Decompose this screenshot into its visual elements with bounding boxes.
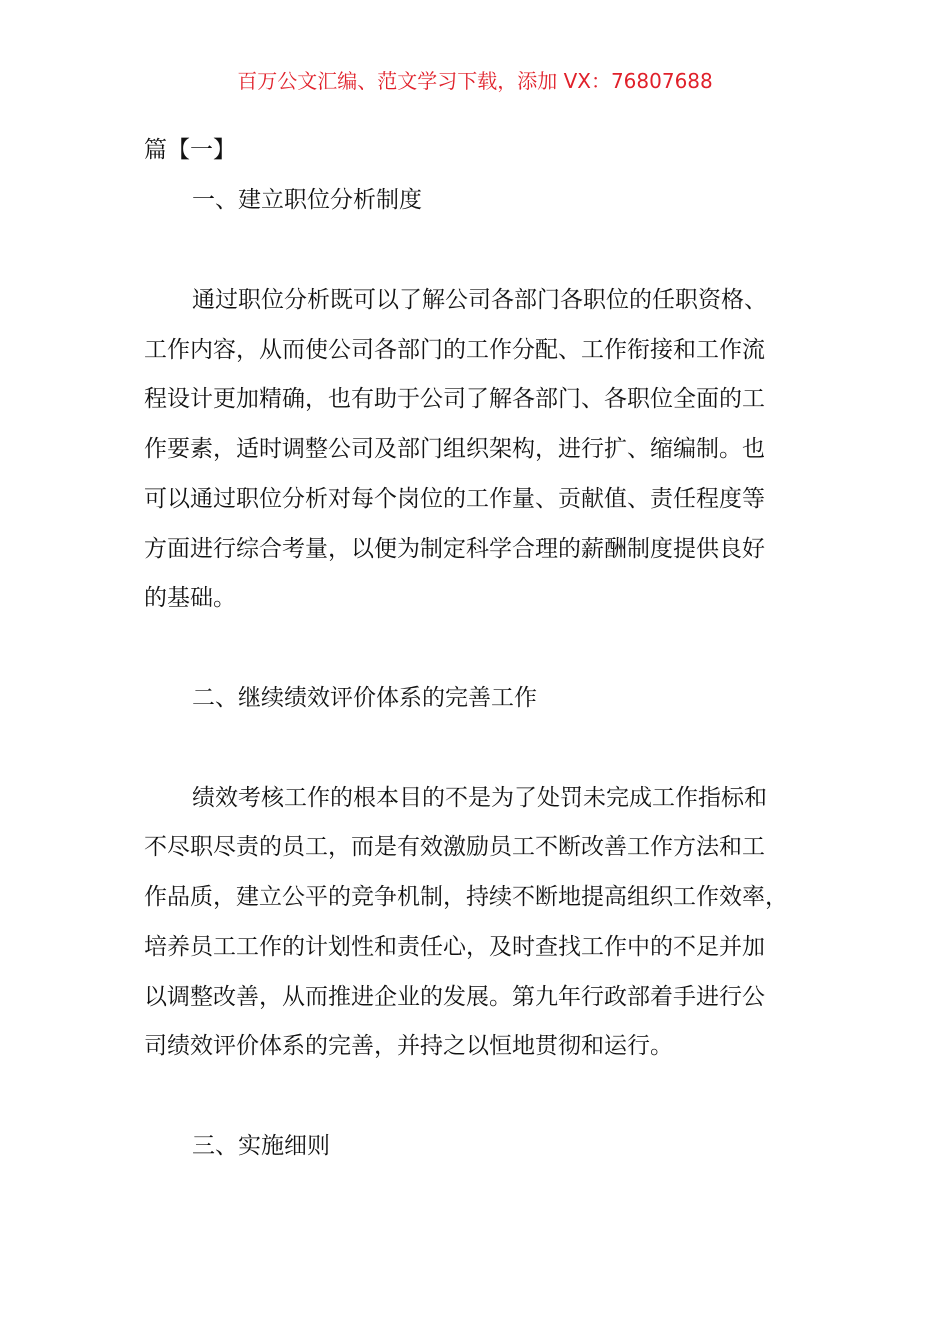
paragraph-line: 可以通过职位分析对每个岗位的工作量、贡献值、责任程度等 <box>144 486 765 512</box>
part-title: 篇【一】 <box>144 137 236 163</box>
section-heading: 一、建立职位分析制度 <box>192 187 422 213</box>
paragraph-line: 绩效考核工作的根本目的不是为了处罚未完成工作指标和 <box>192 785 767 811</box>
section-heading: 二、继续绩效评价体系的完善工作 <box>192 685 537 711</box>
paragraph-line: 以调整改善，从而推进企业的发展。第九年行政部着手进行公 <box>144 984 765 1010</box>
watermark-header: 百万公文汇编、范文学习下载，添加 VX：76807688 <box>237 69 713 93</box>
paragraph-line: 工作内容，从而使公司各部门的工作分配、工作衔接和工作流 <box>144 337 765 363</box>
section-heading: 三、实施细则 <box>192 1133 330 1159</box>
paragraph-line: 司绩效评价体系的完善，并持之以恒地贯彻和运行。 <box>144 1033 673 1059</box>
paragraph-line: 不尽职尽责的员工，而是有效激励员工不断改善工作方法和工 <box>144 834 765 860</box>
paragraph-line: 培养员工工作的计划性和责任心，及时查找工作中的不足并加 <box>144 934 765 960</box>
paragraph-line: 通过职位分析既可以了解公司各部门各职位的任职资格、 <box>192 287 767 313</box>
paragraph-line: 作品质，建立公平的竞争机制，持续不断地提高组织工作效率， <box>144 884 788 910</box>
paragraph-line: 程设计更加精确，也有助于公司了解各部门、各职位全面的工 <box>144 386 765 412</box>
paragraph-line: 作要素，适时调整公司及部门组织架构，进行扩、缩编制。也 <box>144 436 765 462</box>
paragraph-line: 的基础。 <box>144 585 236 611</box>
paragraph-line: 方面进行综合考量，以便为制定科学合理的薪酬制度提供良好 <box>144 536 765 562</box>
